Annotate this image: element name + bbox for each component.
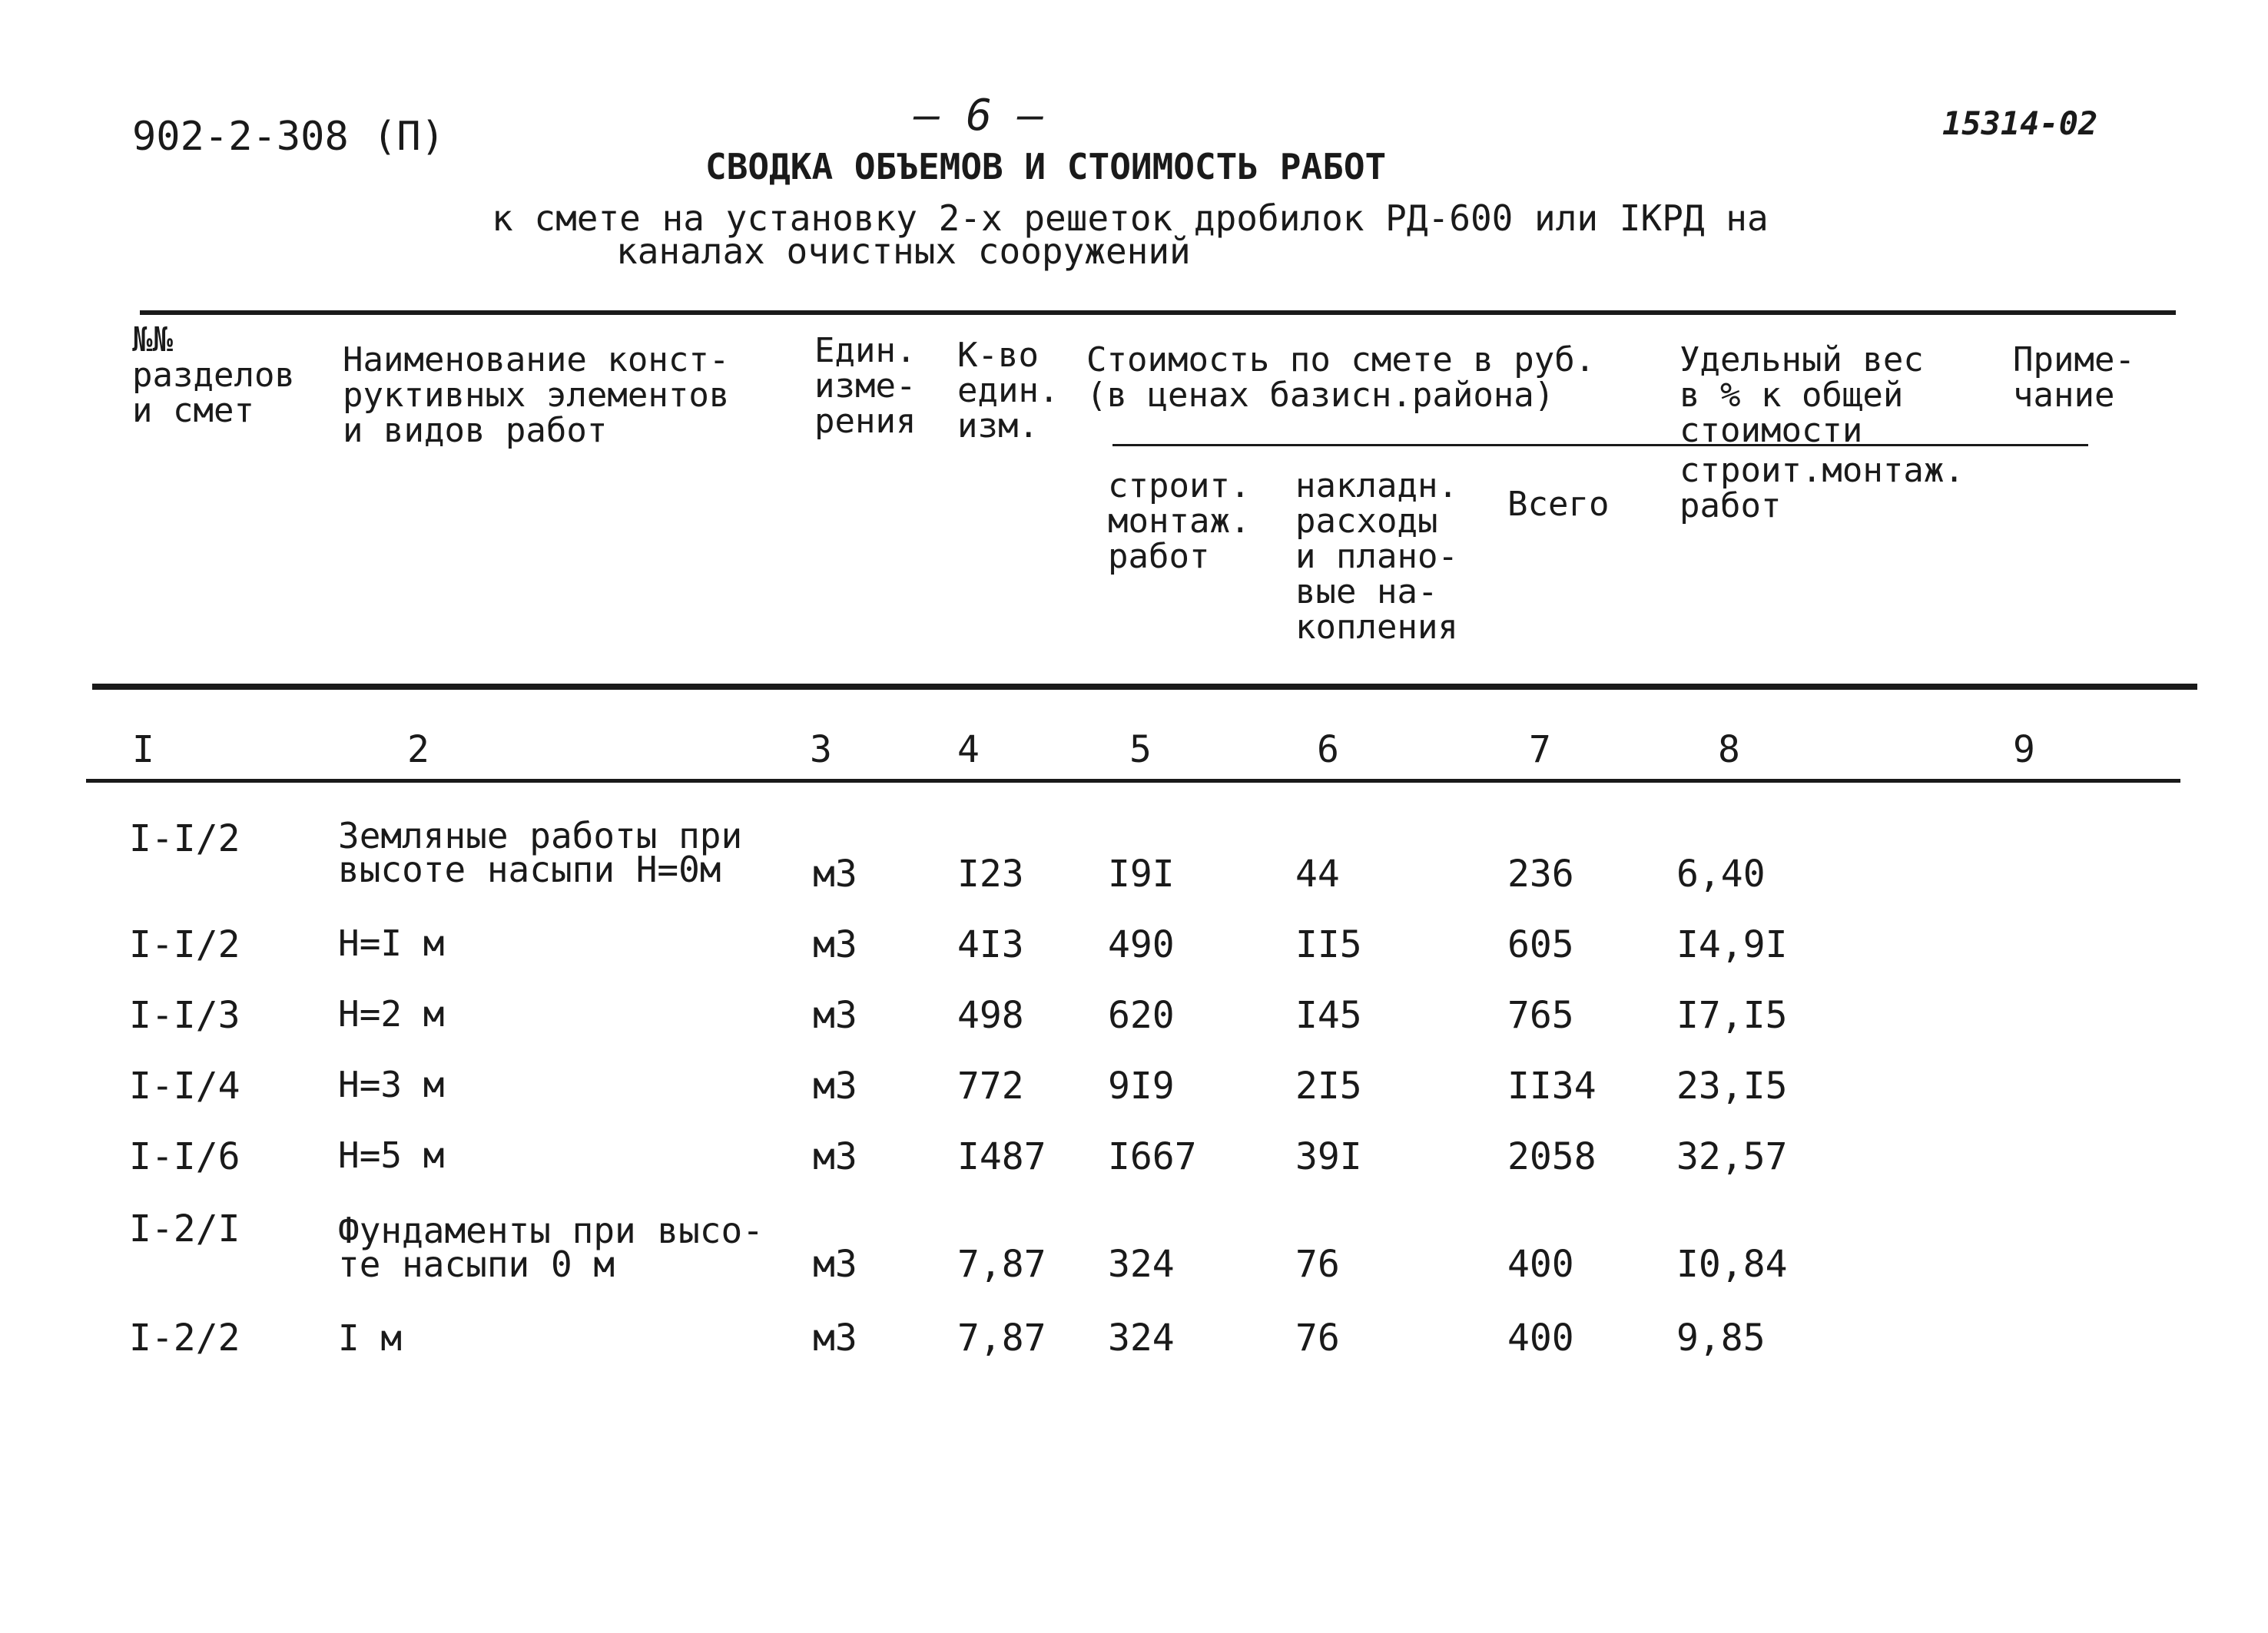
row-quantity: 7,87 bbox=[957, 1317, 1046, 1360]
row-unit: м3 bbox=[813, 1135, 857, 1178]
row-name: Фундаменты при высо- те насыпи 0 м bbox=[338, 1210, 764, 1285]
row-total: 605 bbox=[1507, 923, 1574, 966]
row-name: Н=I м bbox=[338, 922, 445, 964]
column-number: 2 bbox=[407, 728, 429, 771]
column-number: 9 bbox=[2013, 728, 2035, 771]
row-overhead: 39I bbox=[1295, 1135, 1362, 1178]
archive-stamp: 15314-02 bbox=[1942, 104, 2098, 142]
row-unit: м3 bbox=[813, 1243, 857, 1286]
row-total: 765 bbox=[1507, 994, 1574, 1037]
column-numbers-rule bbox=[86, 779, 2180, 783]
row-construction-cost: 324 bbox=[1108, 1317, 1175, 1360]
header-total: Всего bbox=[1507, 485, 1610, 524]
header-cost-group: Стоимость по смете в руб. (в ценах базисн.района) bbox=[1086, 340, 1596, 415]
row-share: 6,40 bbox=[1676, 853, 1766, 896]
column-number: 7 bbox=[1529, 728, 1551, 771]
row-share: I4,9I bbox=[1676, 923, 1788, 966]
table-top-rule bbox=[140, 310, 2176, 315]
row-name: Н=3 м bbox=[338, 1064, 445, 1105]
row-overhead: I45 bbox=[1295, 994, 1362, 1037]
page-title: СВОДКА ОБЪЕМОВ И СТОИМОСТЬ РАБОТ bbox=[705, 146, 1387, 187]
row-share: 23,I5 bbox=[1676, 1065, 1788, 1108]
row-overhead: II5 bbox=[1295, 923, 1362, 966]
row-name: Земляные работы при высоте насыпи Н=0м bbox=[338, 815, 743, 890]
row-unit: м3 bbox=[813, 994, 857, 1037]
header-share-group: Удельный вес в % к общей стоимости bbox=[1679, 340, 1924, 450]
header-share: строит.монтаж. работ bbox=[1679, 451, 1965, 525]
row-overhead: 76 bbox=[1295, 1317, 1340, 1360]
cost-group-rule bbox=[1112, 444, 2088, 446]
row-share: I7,I5 bbox=[1676, 994, 1788, 1037]
row-code: I-2/I bbox=[129, 1207, 240, 1250]
row-unit: м3 bbox=[813, 923, 857, 966]
row-construction-cost: I667 bbox=[1108, 1135, 1197, 1178]
row-share: 32,57 bbox=[1676, 1135, 1788, 1178]
header-note: Приме- чание bbox=[2013, 340, 2135, 415]
row-share: 9,85 bbox=[1676, 1317, 1766, 1360]
row-unit: м3 bbox=[813, 1065, 857, 1108]
row-name: I м bbox=[338, 1317, 403, 1359]
header-construction-cost: строит. монтаж. работ bbox=[1108, 466, 1251, 576]
row-quantity: I23 bbox=[957, 853, 1024, 896]
row-overhead: 76 bbox=[1295, 1243, 1340, 1286]
row-code: I-I/2 bbox=[129, 923, 240, 966]
row-quantity: 7,87 bbox=[957, 1243, 1046, 1286]
row-code: I-I/6 bbox=[129, 1135, 240, 1178]
row-code: I-I/2 bbox=[129, 817, 240, 860]
subtitle-line-2: каналах очистных сооружений bbox=[616, 230, 1191, 272]
row-construction-cost: 490 bbox=[1108, 923, 1175, 966]
row-name: Н=2 м bbox=[338, 993, 445, 1035]
header-section-number: №№ разделов и смет bbox=[132, 320, 295, 430]
row-unit: м3 bbox=[813, 853, 857, 896]
row-overhead: 2I5 bbox=[1295, 1065, 1362, 1108]
row-total: 236 bbox=[1507, 853, 1574, 896]
column-number: 8 bbox=[1718, 728, 1740, 771]
column-number: 6 bbox=[1317, 728, 1339, 771]
header-overhead: накладн. расходы и плано- вые на- копления bbox=[1295, 466, 1458, 647]
row-code: I-I/3 bbox=[129, 994, 240, 1037]
header-unit: Един. изме- рения bbox=[814, 331, 917, 441]
column-number: 4 bbox=[957, 728, 980, 771]
row-construction-cost: 620 bbox=[1108, 994, 1175, 1037]
header-bottom-rule bbox=[92, 684, 2197, 690]
row-quantity: I487 bbox=[957, 1135, 1046, 1178]
row-code: I-2/2 bbox=[129, 1317, 240, 1360]
row-share: I0,84 bbox=[1676, 1243, 1788, 1286]
header-quantity: К-во един. изм. bbox=[957, 336, 1059, 446]
column-number: 3 bbox=[810, 728, 832, 771]
subtitle-line-1: к смете на установку 2-х решеток дробилок РД-600 или IКРД на bbox=[492, 197, 1769, 239]
row-unit: м3 bbox=[813, 1317, 857, 1360]
row-total: 400 bbox=[1507, 1317, 1574, 1360]
document-code: 902-2-308 (П) bbox=[132, 114, 445, 160]
column-number: I bbox=[132, 728, 154, 771]
row-quantity: 772 bbox=[957, 1065, 1024, 1108]
row-code: I-I/4 bbox=[129, 1065, 240, 1108]
row-total: II34 bbox=[1507, 1065, 1597, 1108]
header-name: Наименование конст- руктивных элементов и видов работ bbox=[343, 340, 730, 450]
row-construction-cost: 9I9 bbox=[1108, 1065, 1175, 1108]
column-number: 5 bbox=[1129, 728, 1152, 771]
row-name: Н=5 м bbox=[338, 1134, 445, 1176]
row-construction-cost: 324 bbox=[1108, 1243, 1175, 1286]
row-quantity: 4I3 bbox=[957, 923, 1024, 966]
row-total: 400 bbox=[1507, 1243, 1574, 1286]
row-quantity: 498 bbox=[957, 994, 1024, 1037]
page-number: – 6 – bbox=[914, 91, 1044, 141]
row-total: 2058 bbox=[1507, 1135, 1597, 1178]
row-overhead: 44 bbox=[1295, 853, 1340, 896]
row-construction-cost: I9I bbox=[1108, 853, 1175, 896]
